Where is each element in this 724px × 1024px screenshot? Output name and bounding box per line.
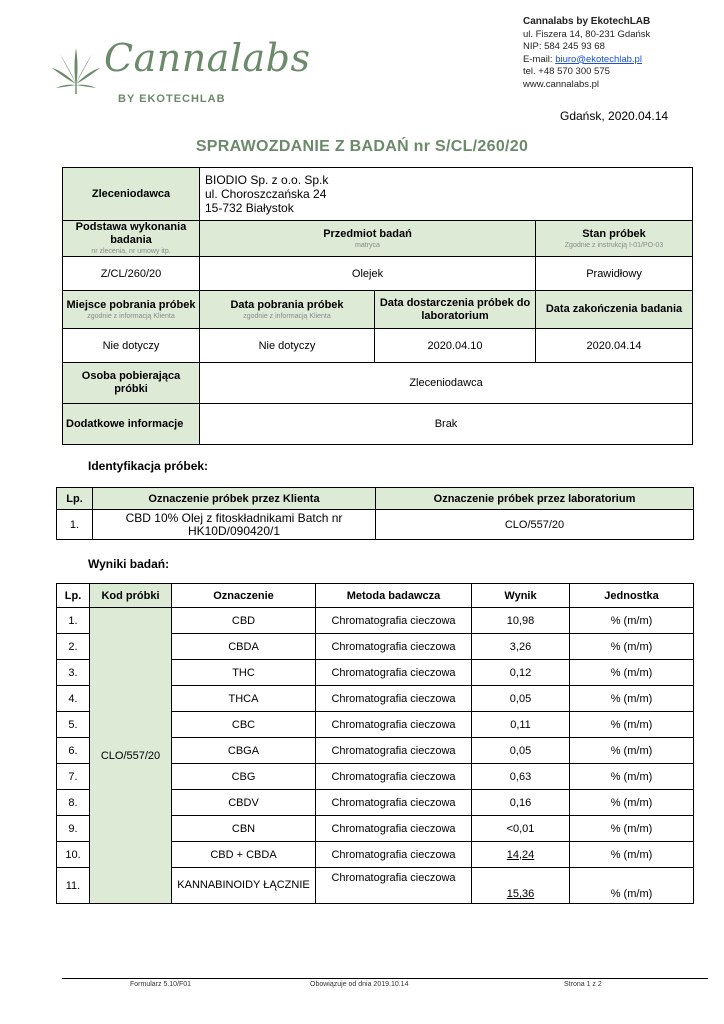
results-col-method: Metoda badawcza — [316, 584, 472, 608]
footer-page: Strona 1 z 2 — [564, 981, 602, 988]
logo-subtitle: BY EKOTECHLAB — [118, 93, 226, 105]
result-unit: % (m/m) — [570, 790, 694, 816]
result-method: Chromatografia cieczowa — [316, 738, 472, 764]
results-col-result: Wynik — [472, 584, 570, 608]
footer-divider — [62, 978, 708, 979]
end-date-value: 2020.04.14 — [536, 329, 693, 363]
id-row-lab: CLO/557/20 — [376, 510, 694, 540]
sampling-date-value: Nie dotyczy — [200, 329, 375, 363]
result-lp: 8. — [57, 790, 90, 816]
basis-label: Podstawa wykonania badania — [75, 221, 187, 246]
company-name: Cannalabs by EkotechLAB — [523, 16, 651, 27]
results-col-unit: Jednostka — [570, 584, 694, 608]
result-unit: % (m/m) — [570, 842, 694, 868]
collector-value: Zleceniodawca — [200, 363, 693, 404]
result-lp: 3. — [57, 660, 90, 686]
result-analyte: CBD + CBDA — [172, 842, 316, 868]
basis-sub: nr zlecenia, nr umowy itp. — [91, 248, 171, 255]
subject-header — [200, 221, 536, 257]
delivery-date-value: 2020.04.10 — [375, 329, 536, 363]
result-unit: % (m/m) — [570, 686, 694, 712]
results-heading: Wyniki badań: — [88, 557, 170, 571]
id-row-client: CBD 10% Olej z fitoskładnikami Batch nr HK10D/090420/1 — [93, 510, 376, 540]
extra-info-label: Dodatkowe informacje — [63, 404, 200, 445]
report-date: Gdańsk, 2020.04.14 — [560, 109, 669, 123]
end-date-label: Data zakończenia badania — [536, 291, 693, 329]
result-unit: % (m/m) — [570, 634, 694, 660]
client-city: 15-732 Białystok — [205, 201, 294, 215]
identification-table — [56, 487, 694, 540]
id-col-client: Oznaczenie próbek przez Klienta — [93, 488, 376, 510]
result-value: 0,05 — [472, 686, 570, 712]
result-analyte: THC — [172, 660, 316, 686]
result-method: Chromatografia cieczowa — [316, 816, 472, 842]
state-label: Stan próbek — [582, 227, 646, 240]
identification-heading: Identyfikacja próbek: — [88, 459, 209, 473]
result-analyte: CBG — [172, 764, 316, 790]
result-unit: % (m/m) — [570, 712, 694, 738]
state-header — [536, 221, 693, 257]
results-table — [56, 583, 694, 904]
result-value: 0,05 — [472, 738, 570, 764]
extra-info-value: Brak — [200, 404, 693, 445]
place-value: Nie dotyczy — [63, 329, 200, 363]
result-method: Chromatografia cieczowa — [316, 608, 472, 634]
id-col-lab: Oznaczenie próbek przez laboratorium — [376, 488, 694, 510]
result-analyte: CBC — [172, 712, 316, 738]
result-unit: % (m/m) — [570, 868, 694, 904]
sampling-date-header — [200, 291, 375, 329]
result-unit: % (m/m) — [570, 608, 694, 634]
footer-form: Formularz 5.10/F01 — [130, 981, 192, 988]
logo-wordmark: Cannalabs — [104, 36, 311, 80]
results-col-lp: Lp. — [57, 584, 90, 608]
result-method: Chromatografia cieczowa — [316, 686, 472, 712]
result-lp: 6. — [57, 738, 90, 764]
results-col-code: Kod próbki — [90, 584, 172, 608]
result-value: 15,36 — [472, 868, 570, 904]
basis-value: Z/CL/260/20 — [63, 257, 200, 291]
result-method: Chromatografia cieczowa — [316, 634, 472, 660]
result-lp: 1. — [57, 608, 90, 634]
company-nip: NIP: 584 245 93 68 — [523, 41, 605, 53]
result-method: Chromatografia cieczowa — [316, 660, 472, 686]
result-value: 0,16 — [472, 790, 570, 816]
result-analyte: CBGA — [172, 738, 316, 764]
email-link[interactable]: biuro@ekotechlab.pl — [555, 53, 642, 65]
delivery-date-label: Data dostarczenia próbek do laboratorium — [375, 291, 536, 329]
subject-label: Przedmiot badań — [323, 227, 412, 240]
result-method: Chromatografia cieczowa — [316, 764, 472, 790]
result-lp: 10. — [57, 842, 90, 868]
result-lp: 4. — [57, 686, 90, 712]
subject-value: Olejek — [200, 257, 536, 291]
result-value: 0,11 — [472, 712, 570, 738]
company-email-row — [523, 54, 650, 67]
collector-label: Osoba pobierająca próbki — [63, 363, 200, 404]
state-value: Prawidłowy — [536, 257, 693, 291]
result-value: <0,01 — [472, 816, 570, 842]
result-unit: % (m/m) — [570, 738, 694, 764]
place-sub: zgodnie z informacją Klienta — [87, 312, 175, 320]
result-unit: % (m/m) — [570, 764, 694, 790]
subject-sub: matryca — [355, 241, 380, 249]
client-name: BIODIO Sp. z o.o. Sp.k — [205, 173, 329, 187]
results-row — [57, 608, 694, 634]
client-address — [200, 168, 693, 221]
result-unit: % (m/m) — [570, 660, 694, 686]
footer-valid-from: Obowiązuje od dnia 2019.10.14 — [310, 981, 409, 988]
result-analyte: THCA — [172, 686, 316, 712]
sampling-date-sub: zgodnie z informacją Klienta — [243, 312, 331, 320]
email-label: E-mail: — [523, 53, 556, 65]
result-method: Chromatografia cieczowa — [316, 790, 472, 816]
result-method: Chromatografia cieczowa — [316, 842, 472, 868]
company-address: ul. Fiszera 14, 80-231 Gdańsk — [523, 28, 651, 40]
company-info — [523, 16, 650, 92]
company-phone: tel. +48 570 300 575 — [523, 66, 610, 78]
result-lp: 9. — [57, 816, 90, 842]
result-method: Chromatografia cieczowa — [316, 712, 472, 738]
company-web: www.cannalabs.pl — [523, 78, 600, 90]
sample-code-cell: CLO/557/20 — [90, 608, 172, 904]
id-col-lp: Lp. — [57, 488, 93, 510]
result-method: Chromatografia cieczowa — [316, 868, 472, 904]
report-title: SPRAWOZDANIE Z BADAŃ nr S/CL/260/20 — [195, 138, 529, 155]
result-analyte: KANNABINOIDY ŁĄCZNIE — [172, 868, 316, 904]
result-value: 3,26 — [472, 634, 570, 660]
id-row-lp: 1. — [57, 510, 93, 540]
result-value: 10,98 — [472, 608, 570, 634]
cannabis-leaf-icon — [50, 44, 102, 96]
result-value: 0,63 — [472, 764, 570, 790]
result-analyte: CBD — [172, 608, 316, 634]
state-sub: Zgodnie z instrukcją I-01/PO-03 — [564, 241, 664, 249]
result-analyte: CBN — [172, 816, 316, 842]
result-lp: 2. — [57, 634, 90, 660]
place-label: Miejsce pobrania próbek — [66, 298, 196, 311]
results-col-name: Oznaczenie — [172, 584, 316, 608]
sampling-date-label: Data pobrania próbek — [230, 298, 344, 311]
report-info-table — [62, 167, 693, 445]
result-unit: % (m/m) — [570, 816, 694, 842]
client-street: ul. Choroszczańska 24 — [205, 187, 327, 201]
result-lp: 5. — [57, 712, 90, 738]
result-lp: 7. — [57, 764, 90, 790]
result-analyte: CBDV — [172, 790, 316, 816]
basis-header — [63, 221, 200, 257]
result-lp: 11. — [57, 868, 90, 904]
result-value: 0,12 — [472, 660, 570, 686]
result-value: 14,24 — [472, 842, 570, 868]
place-header — [63, 291, 200, 329]
client-label: Zleceniodawca — [63, 168, 200, 221]
result-analyte: CBDA — [172, 634, 316, 660]
